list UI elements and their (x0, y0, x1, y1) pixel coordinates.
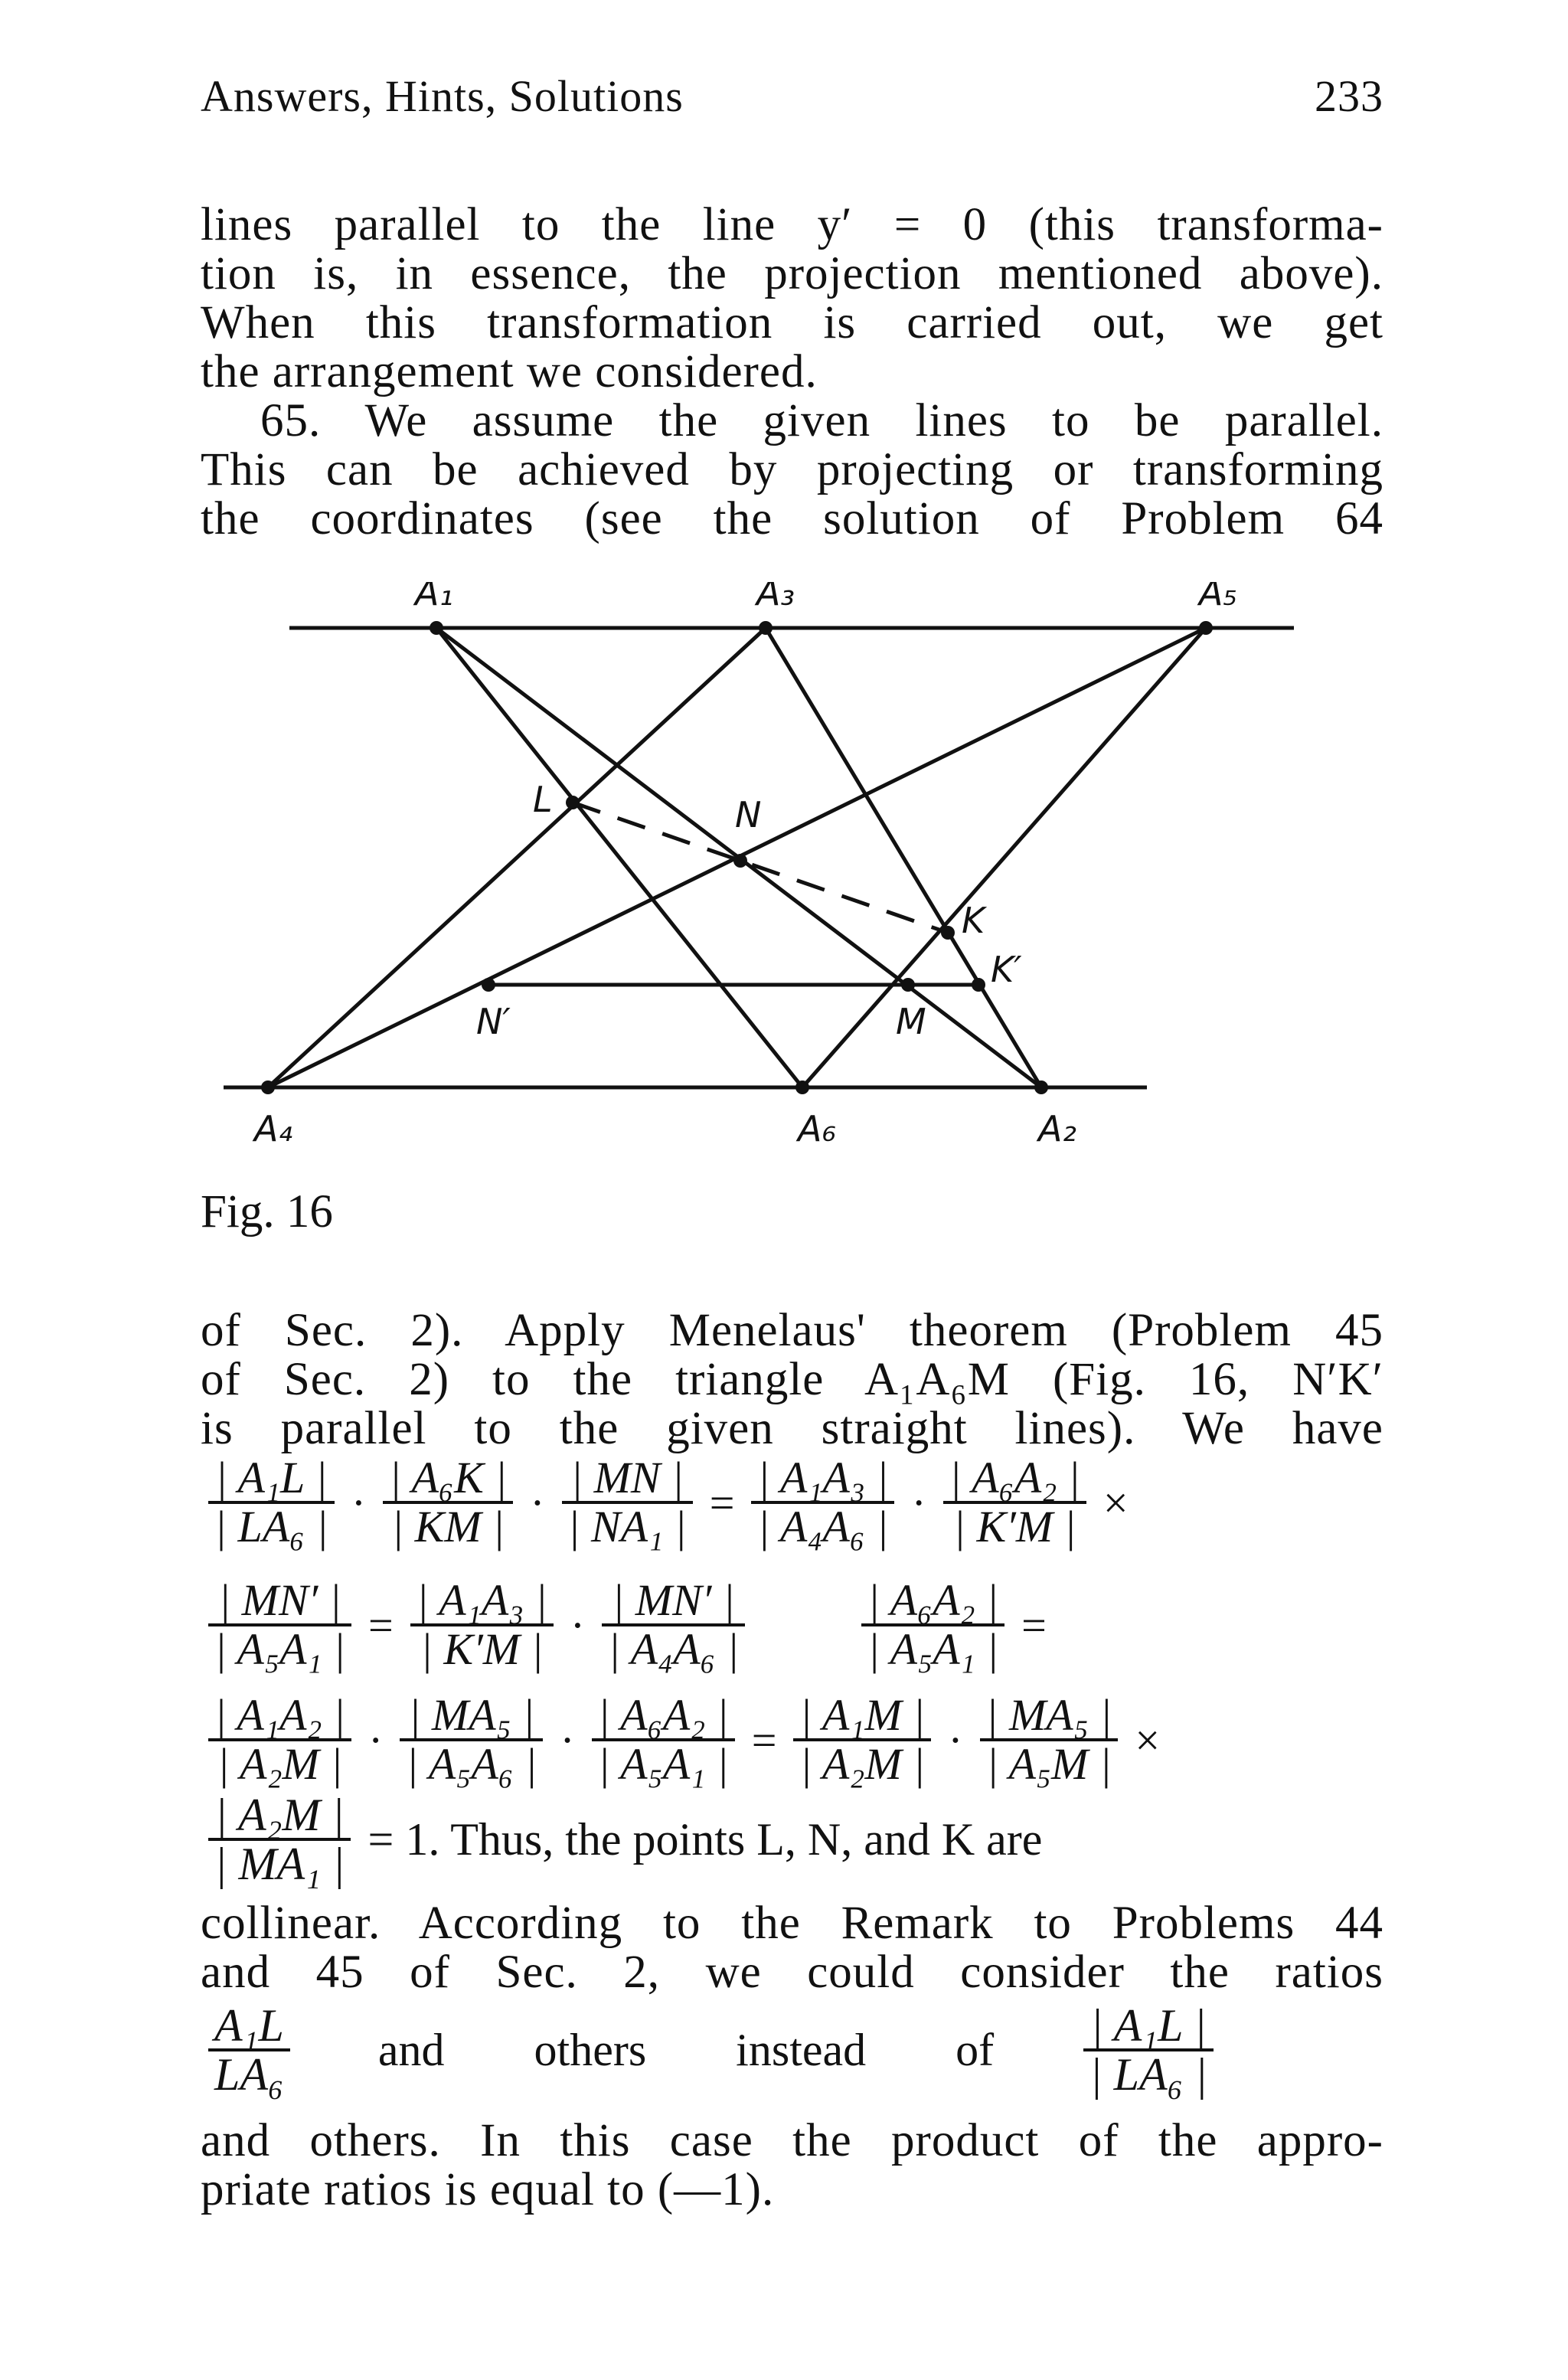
ratio-line (201, 2000, 1383, 2100)
text-line: the coordinates (see the solution of Problem 64 (201, 493, 1383, 544)
text-line: of Sec. 2). Apply Menelaus' theorem (Problem 45 (201, 1305, 1383, 1356)
point-a2 (1034, 1080, 1048, 1094)
segment-a3-a4 (268, 628, 766, 1087)
point-kp (972, 978, 985, 992)
equation-row-1: $\frac{\text{| A₁L |}}{\text{| LA₆ |}}$ · $\frac{\text{| A₆K |}}{| KM |}$ · $\frac{| MN |}{\text{| NA₁ |}}$ = $\frac{\text{| A₁A₃ |}}{\text{| A₄A₆ |}}$ · $\frac{\text{| A₆A₂ |}}{| K'M |}$ × (201, 1455, 1383, 1550)
fraction: $\frac{\text{| A₂M |}}{\text{| MA₁ |}}$ (208, 1792, 351, 1887)
label-kp: K′ (991, 949, 1022, 990)
fraction: $\frac{\text{| A₆A₂ |}}{\text{| A₅A₁ |}}$ (861, 1577, 1004, 1672)
label-a1: A₁ (415, 582, 453, 613)
figure-caption: Fig. 16 (201, 1186, 333, 1237)
label-l: L (533, 779, 553, 820)
word: of (956, 2024, 995, 2075)
point-a6 (795, 1080, 809, 1094)
text-line: collinear. According to the Remark to Problems 44 (201, 1898, 1383, 1949)
label-a5: A₅ (1199, 582, 1237, 613)
text-line: lines parallel to the line y′ = 0 (this transforma- (201, 199, 1383, 250)
fraction: $\frac{\text{| A₁A₃ |}}{\text{| A₄A₆ |}}$ (751, 1455, 894, 1550)
point-a3 (759, 621, 773, 635)
word: and (377, 2024, 445, 2075)
point-a1 (430, 621, 443, 635)
point-n (733, 854, 747, 868)
label-k: K (962, 900, 985, 941)
fraction: $\frac{\text{| A₆A₂ |}}{| K'M |}$ (943, 1455, 1086, 1550)
fraction: $\frac{| MN' |}{\text{| A₅A₁ |}}$ (208, 1577, 351, 1672)
text-line: When this transformation is carried out, we get (201, 297, 1383, 348)
page-number: 233 (1315, 71, 1383, 121)
label-a2: A₂ (1038, 1108, 1076, 1149)
text-line: the arrangement we considered. (201, 346, 818, 397)
point-k (941, 926, 955, 940)
label-m: M (896, 1001, 926, 1042)
word: instead (736, 2024, 867, 2075)
fraction: $\frac{| MN' |}{\text{| A₄A₆ |}}$ (602, 1577, 745, 1672)
fraction: $\frac{\text{| A₆K |}}{| KM |}$ (383, 1455, 513, 1550)
figure-16 (207, 582, 1317, 1179)
fraction: $\frac{\text{| A₁A₃ |}}{| K'M |}$ (410, 1577, 554, 1672)
text-line: is parallel to the given straight lines). We have (201, 1403, 1383, 1454)
point-m (901, 978, 915, 992)
text-line: tion is, in essence, the projection mentioned above). (201, 248, 1383, 299)
point-l (566, 796, 580, 809)
paragraph-5 (201, 2117, 1383, 2215)
text-line: This can be achieved by projecting or transforming (201, 444, 1383, 495)
fraction: $\frac{\text{| A₆A₂ |}}{\text{| A₅A₁ |}}$ (592, 1692, 735, 1787)
text-line: 65. We assume the given lines to be parallel. (260, 395, 1383, 446)
text-line: = 1. Thus, the points L, N, and K are (368, 1813, 1043, 1865)
point-np (482, 978, 495, 992)
fraction: $\frac{| MN |}{\text{| NA₁ |}}$ (562, 1455, 693, 1550)
running-header (201, 70, 1383, 132)
paragraph-1 (201, 201, 1383, 544)
equation-row-2: $\frac{| MN' |}{\text{| A₅A₁ |}}$ = $\frac{\text{| A₁A₃ |}}{| K'M |}$ · $\frac{| MN' |}{\text{| A₄A₆ |}}$ $\frac{\text{| A₆A₂ |}}{\text{| A₅A₁ |}}$ = (201, 1577, 1383, 1672)
label-n: N (735, 794, 762, 835)
fraction: $\frac{\text{| A₁L |}}{\text{| LA₆ |}}$ (1083, 2002, 1214, 2097)
label-a6: A₆ (798, 1108, 836, 1149)
paragraph-3 (201, 1306, 1383, 1453)
fraction: $\frac{\text{| MA₅ |}}{\text{| A₅M |}}$ (980, 1692, 1119, 1787)
text-line: and 45 of Sec. 2, we could consider the ratios (201, 1947, 1383, 1998)
word: others (534, 2024, 647, 2075)
point-a4 (261, 1080, 275, 1094)
text-line: priate ratios is equal to (—1). (201, 2164, 775, 2215)
label-a3: A₃ (756, 582, 795, 613)
fraction: $\frac{\text{| A₁M |}}{\text{| A₂M |}}$ (793, 1692, 931, 1787)
header-title: Answers, Hints, Solutions (201, 71, 684, 121)
text-line: and others. In this case the product of the appro- (201, 2115, 1383, 2166)
equation-row-4 (201, 1792, 1383, 1887)
label-np: N′ (476, 1001, 511, 1042)
geometry-diagram (207, 582, 1317, 1179)
text-line: of Sec. 2) to the triangle A₁A₆M (Fig. 16, N′K′ (201, 1354, 1383, 1405)
fraction: $\frac{\text{| A₁L |}}{\text{| LA₆ |}}$ (208, 1455, 335, 1550)
label-a4: A₄ (254, 1108, 292, 1149)
paragraph-4 (201, 1899, 1383, 1997)
point-a5 (1199, 621, 1213, 635)
segment-a5-a6 (802, 628, 1206, 1087)
fraction: $\frac{\text{| A₁A₂ |}}{\text{| A₂M |}}$ (208, 1692, 351, 1787)
equation-row-3: $\frac{\text{| A₁A₂ |}}{\text{| A₂M |}}$ · $\frac{\text{| MA₅ |}}{\text{| A₅A₆ |}}$ · $\frac{\text{| A₆A₂ |}}{\text{| A₅A₁ |}}$ = $\frac{\text{| A₁M |}}{\text{| A₂M |}}$ · $\frac{\text{| MA₅ |}}{\text{| A₅M |}}$ × (201, 1692, 1383, 1787)
fraction: $\frac{\text{| MA₅ |}}{\text{| A₅A₆ |}}$ (400, 1692, 543, 1787)
fraction: $\frac{\text{A₁L}}{\text{LA₆}}$ (208, 2002, 290, 2097)
